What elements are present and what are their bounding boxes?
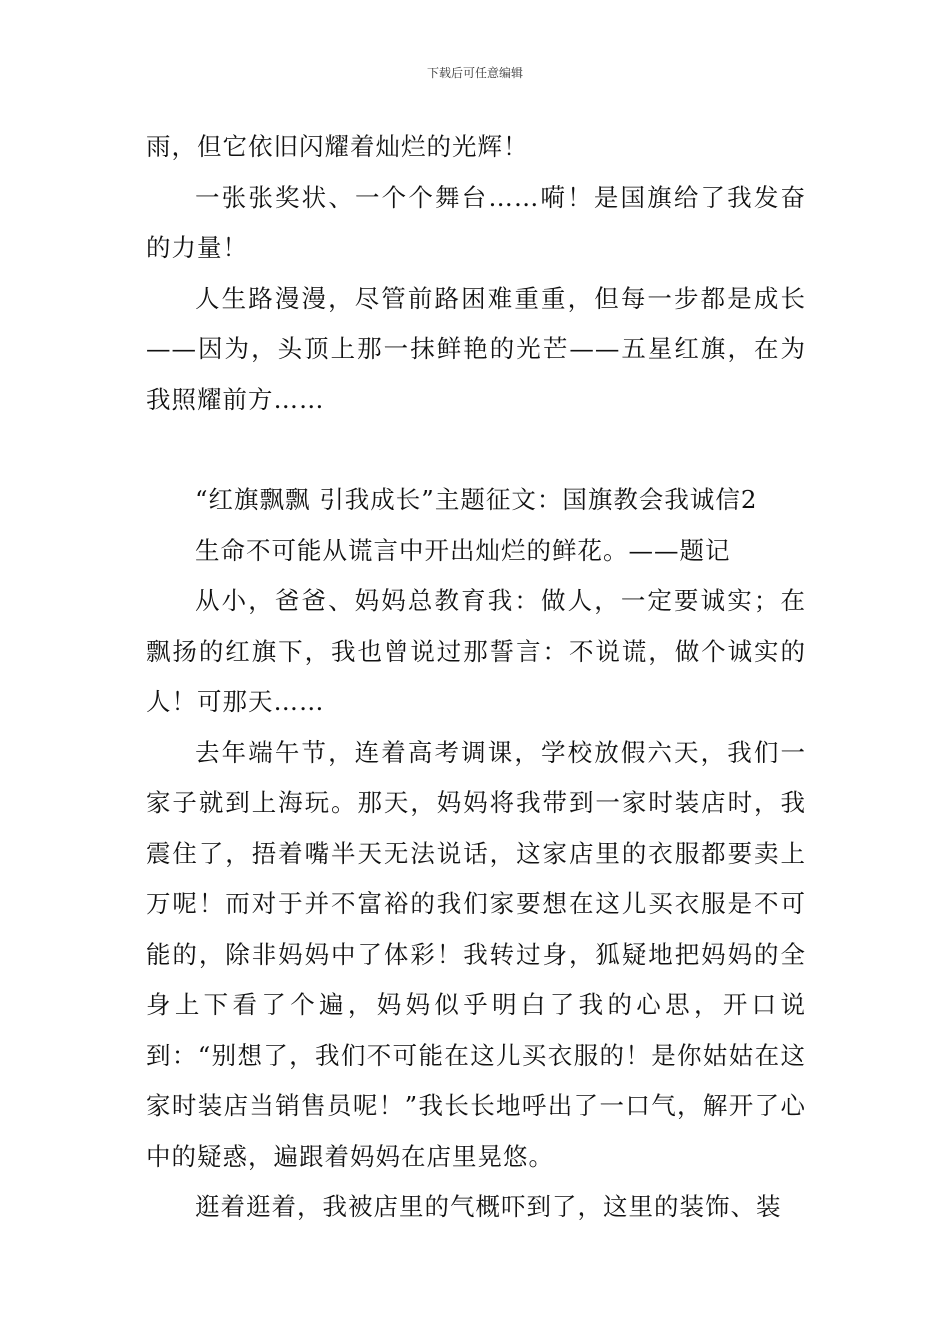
paragraph: 从小，爸爸、妈妈总教育我：做人，一定要诚实；在飘扬的红旗下，我也曾说过那誓言：不说谎，做个诚实的人！可那天…… xyxy=(146,586,806,716)
section-title: “红旗飘飘 引我成长”主题征文：国旗教会我诚信2 xyxy=(195,485,758,514)
epigraph: 生命不可能从谎言中开出灿烂的鲜花。——题记 xyxy=(195,535,731,565)
paragraph-continuation: 雨，但它依旧闪耀着灿烂的光辉！ xyxy=(146,132,529,161)
paragraph: 一张张奖状、一个个舞台……嗬！是国旗给了我发奋的力量！ xyxy=(146,182,806,262)
section-spacer xyxy=(146,425,806,475)
paragraph: 逛着逛着，我被店里的气概吓到了，这里的装饰、装 xyxy=(195,1192,782,1221)
paragraph: 去年端午节，连着高考调课，学校放假六天，我们一家子就到上海玩。那天，妈妈将我带到一家时装店时，我震住了，捂着嘴半天无法说话，这家店里的衣服都要卖上万呢！而对于并不富裕的我们家要想在这儿买衣服是不可能的，除非妈妈中了体彩！我转过身，狐疑地把妈妈的全身上下看了个遍，妈妈似乎明白了我的心思，开口说到：“别想了，我们不可能在这儿买衣服的！是你姑姑在这家时装店当销售员呢！”我长长地呼出了一口气，解开了心中的疑惑，遍跟着妈妈在店里晃悠。 xyxy=(146,737,806,1171)
paragraph: 人生路漫漫，尽管前路困难重重，但每一步都是成长——因为，头顶上那一抹鲜艳的光芒——五星红旗，在为我照耀前方…… xyxy=(146,283,806,414)
page-header-note: 下载后可任意编辑 xyxy=(426,66,523,80)
document-body xyxy=(146,122,806,1233)
